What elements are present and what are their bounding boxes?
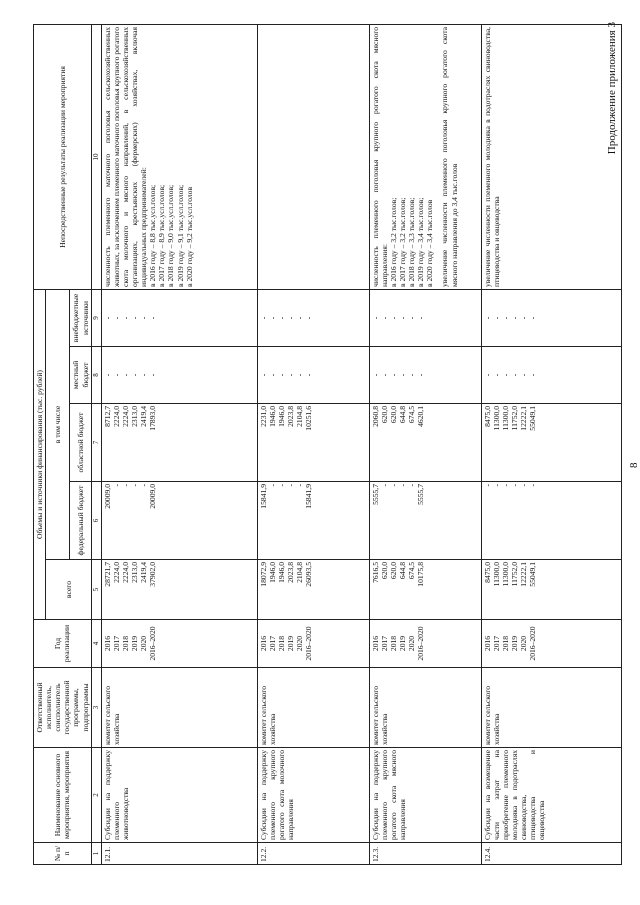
extrabudget-list-value: - xyxy=(491,316,501,320)
regional-list-value: 8712,7 xyxy=(102,406,112,427)
regional-list-value: 2023,8 xyxy=(285,406,295,427)
year-list-value: 2017 xyxy=(379,635,389,652)
year-list-value: 2020 xyxy=(295,635,305,652)
local-list-value: - xyxy=(304,373,314,377)
row-number: 12.4. xyxy=(481,843,621,865)
total-list-value: 7616,5 xyxy=(370,562,380,583)
federal-list-value: - xyxy=(528,484,538,487)
federal-list xyxy=(101,482,257,560)
column-number-row xyxy=(91,25,101,865)
local-list-value: - xyxy=(482,373,492,377)
extrabudget-list-value: - xyxy=(407,316,417,320)
col-number: 7 xyxy=(91,404,101,482)
regional-list-value: 1946,0 xyxy=(267,406,277,427)
local-list-value: - xyxy=(258,373,268,377)
local-list-value: - xyxy=(129,373,139,377)
extrabudget-list-value: - xyxy=(397,316,407,320)
total-list-value: 1946,0 xyxy=(267,562,277,583)
regional-list-value: 2231,0 xyxy=(258,406,268,427)
extrabudget-list-value: - xyxy=(370,316,380,320)
total-list-value: 11752,0 xyxy=(509,562,519,587)
total-list-value: 644,8 xyxy=(397,562,407,580)
header-total: всего xyxy=(46,560,92,620)
federal-list-value: 15841,9 xyxy=(304,484,314,509)
federal-list xyxy=(257,482,369,560)
responsible-executor: комитет сельского хозяйства xyxy=(369,668,481,748)
total-list xyxy=(369,560,481,620)
year-list-value: 2018 xyxy=(500,635,510,652)
header-num: № п/п xyxy=(34,843,92,865)
local-list-value: - xyxy=(416,373,426,377)
extrabudget-list xyxy=(369,290,481,347)
extrabudget-list-value: - xyxy=(148,316,158,320)
regional-list-value: 620,0 xyxy=(379,406,389,424)
header-loc: местный бюджет xyxy=(70,347,91,404)
regional-list-value: 2104,8 xyxy=(295,406,305,427)
year-list-value: 2018 xyxy=(276,635,286,652)
result-cell xyxy=(257,25,369,290)
measure-name: Субсидии на поддержку племенного крупного рогатого скота молочного направления xyxy=(257,748,369,843)
regional-list-value: 11752,0 xyxy=(509,406,519,431)
regional-list-value: 2224,0 xyxy=(120,406,130,427)
year-list-value: 2016–2020 xyxy=(304,626,314,661)
federal-list-value: 5555,7 xyxy=(416,484,426,505)
federal-list-value: - xyxy=(111,484,121,487)
extrabudget-list-value: - xyxy=(111,316,121,320)
regional-list-value: 55049,1 xyxy=(528,406,538,431)
year-list-value: 2019 xyxy=(285,635,295,652)
regional-list-value: 620,0 xyxy=(388,406,398,424)
federal-list-value: - xyxy=(509,484,519,487)
col-number: 3 xyxy=(91,668,101,748)
measure-name: Субсидии на возмещение части затрат на приобретение племенного молодняка в подотраслях свиноводства, птицеводства и овцеводства xyxy=(481,748,621,843)
year-list-value: 2018 xyxy=(388,635,398,652)
federal-list-value: 5555,7 xyxy=(370,484,380,505)
federal-list xyxy=(481,482,621,560)
total-list-value: 2104,8 xyxy=(295,562,305,583)
year-list-value: 2019 xyxy=(397,635,407,652)
year-list-value: 2020 xyxy=(519,635,529,652)
regional-list-value: 10251,6 xyxy=(304,406,314,431)
extrabudget-list-value: - xyxy=(258,316,268,320)
col-number: 1 xyxy=(91,843,101,865)
year-list-value: 2016–2020 xyxy=(416,626,426,661)
year-list-value: 2020 xyxy=(407,635,417,652)
local-list-value: - xyxy=(407,373,417,377)
regional-list xyxy=(369,404,481,482)
regional-list-value: 674,5 xyxy=(407,406,417,424)
local-list xyxy=(369,347,481,404)
extrabudget-list xyxy=(101,290,257,347)
col-number: 10 xyxy=(91,25,101,290)
measure-name: Субсидии на поддержку племенного крупного рогатого скота мясного направления xyxy=(369,748,481,843)
total-list-value: 2023,8 xyxy=(285,562,295,583)
header-result: Непосредственные результаты реализации мероприятия xyxy=(34,25,92,290)
year-list-value: 2019 xyxy=(509,635,519,652)
extrabudget-list-value: - xyxy=(482,316,492,320)
responsible-executor: комитет сельского хозяйства xyxy=(481,668,621,748)
extrabudget-list xyxy=(257,290,369,347)
result-list-item: в 2016 году – 3,2 тыс.голов; xyxy=(388,197,398,287)
year-list-value: 2016 xyxy=(482,635,492,652)
extrabudget-list-value: - xyxy=(102,316,112,320)
col-number: 8 xyxy=(91,347,101,404)
local-list-value: - xyxy=(379,373,389,377)
extrabudget-list-value: - xyxy=(379,316,389,320)
year-list-value: 2016–2020 xyxy=(528,626,538,661)
federal-list-value: - xyxy=(397,484,407,487)
local-list-value: - xyxy=(102,373,112,377)
federal-list-value: - xyxy=(295,484,305,487)
result-list-item: в 2020 году – 3,4 тыс.голов xyxy=(425,199,435,287)
year-list-value: 2016–2020 xyxy=(148,626,158,661)
federal-list-value: - xyxy=(120,484,130,487)
total-list-value: 10175,8 xyxy=(416,562,426,587)
result-list xyxy=(148,27,194,287)
federal-list-value: - xyxy=(500,484,510,487)
col-number: 4 xyxy=(91,620,101,668)
extrabudget-list-value: - xyxy=(129,316,139,320)
header-funding: Объемы и источники финансирования (тыс. рублей) xyxy=(34,290,46,620)
regional-list-value: 644,8 xyxy=(397,406,407,424)
local-list xyxy=(481,347,621,404)
col-number: 9 xyxy=(91,290,101,347)
total-list-value: 2224,0 xyxy=(111,562,121,583)
result-list-item: в 2019 году – 3,4 тыс.голов; xyxy=(416,197,426,287)
result-text: численность племенного поголовья крупного рогатого скота мясного направления: xyxy=(370,27,389,287)
federal-list-value: - xyxy=(388,484,398,487)
header-reg: областной бюджет xyxy=(70,404,91,482)
total-list-value: 620,0 xyxy=(388,562,398,580)
total-list-value: 28721,7 xyxy=(102,562,112,587)
total-list-value: 620,0 xyxy=(379,562,389,580)
local-list-value: - xyxy=(519,373,529,377)
regional-list-value: 2060,8 xyxy=(370,406,380,427)
regional-list xyxy=(257,404,369,482)
result-cell xyxy=(481,25,621,290)
measure-name: Субсидии на поддержку племенного животноводства xyxy=(101,748,257,843)
extrabudget-list-value: - xyxy=(276,316,286,320)
extrabudget-list-value: - xyxy=(519,316,529,320)
local-list-value: - xyxy=(509,373,519,377)
local-list-value: - xyxy=(111,373,121,377)
result-text: численность племенного маточного поголовья сельскохозяйственных животных, за исключением племенного маточного поголовья крупного рогатого скота молочного и мясного направлений, в сельскохозяйственных организациях, крестьянских (фермерских) хозяйствах, включая индивидуальных предпринимателей: xyxy=(102,27,149,287)
extrabudget-list-value: - xyxy=(267,316,277,320)
result-list xyxy=(389,27,435,287)
result-text-summary: увеличение численности племенного поголовья крупного рогатого скота мясного направления до 3,4 тыс.голов xyxy=(440,27,459,287)
result-text: увеличение численности племенного молодняка в подотраслях свиноводства, птицеводства и овцеводства xyxy=(482,27,501,287)
extrabudget-list-value: - xyxy=(388,316,398,320)
regional-list-value: 2313,0 xyxy=(129,406,139,427)
extrabudget-list-value: - xyxy=(416,316,426,320)
extrabudget-list-value: - xyxy=(528,316,538,320)
regional-list xyxy=(481,404,621,482)
regional-list-value: 4620,1 xyxy=(416,406,426,427)
regional-list-value: 11300,0 xyxy=(491,406,501,431)
local-list-value: - xyxy=(370,373,380,377)
federal-list-value: - xyxy=(407,484,417,487)
local-list-value: - xyxy=(528,373,538,377)
extrabudget-list-value: - xyxy=(285,316,295,320)
row-number: 12.1. xyxy=(101,843,257,865)
federal-list-value: - xyxy=(491,484,501,487)
total-list-value: 674,5 xyxy=(407,562,417,580)
responsible-executor: комитет сельского хозяйства xyxy=(257,668,369,748)
regional-list-value: 11300,0 xyxy=(500,406,510,431)
header-incl: в том числе xyxy=(46,290,70,560)
local-list xyxy=(257,347,369,404)
federal-list-value: 20009,0 xyxy=(148,484,158,509)
result-cell xyxy=(369,25,481,290)
total-list-value: 11300,0 xyxy=(500,562,510,587)
total-list xyxy=(481,560,621,620)
table-row xyxy=(369,25,481,865)
regional-list xyxy=(101,404,257,482)
federal-list-value: - xyxy=(519,484,529,487)
year-list-value: 2016 xyxy=(370,635,380,652)
header-ext: внебюджетные источники xyxy=(70,290,91,347)
local-list-value: - xyxy=(276,373,286,377)
page-number: 8 xyxy=(628,462,640,468)
total-list-value: 55049,1 xyxy=(528,562,538,587)
result-list-item: в 2019 году – 9,1 тыс.усл.голов; xyxy=(175,184,185,287)
year-list-value: 2017 xyxy=(491,635,501,652)
extrabudget-list xyxy=(481,290,621,347)
federal-list-value: - xyxy=(139,484,149,487)
local-list-value: - xyxy=(139,373,149,377)
regional-list-value: 12222,1 xyxy=(519,406,529,431)
year-list xyxy=(101,620,257,668)
total-list-value: 2419,4 xyxy=(139,562,149,583)
local-list-value: - xyxy=(120,373,130,377)
federal-list xyxy=(369,482,481,560)
local-list-value: - xyxy=(148,373,158,377)
total-list-value: 2224,0 xyxy=(120,562,130,583)
total-list xyxy=(101,560,257,620)
local-list-value: - xyxy=(500,373,510,377)
regional-list-value: 8475,0 xyxy=(482,406,492,427)
local-list-value: - xyxy=(267,373,277,377)
local-list xyxy=(101,347,257,404)
responsible-executor: комитет сельского хозяйства xyxy=(101,668,257,748)
local-list-value: - xyxy=(397,373,407,377)
header-year: Год реализации xyxy=(34,620,92,668)
local-list-value: - xyxy=(285,373,295,377)
regional-list-value: 2224,0 xyxy=(111,406,121,427)
federal-list-value: - xyxy=(267,484,277,487)
year-list-value: 2020 xyxy=(139,635,149,652)
federal-list-value: - xyxy=(276,484,286,487)
funding-table xyxy=(33,24,622,865)
federal-list-value: - xyxy=(285,484,295,487)
header-fed: федеральный бюджет xyxy=(70,482,91,560)
header-resp: Ответственный исполнитель, соисполнитель государственной программы, подпрограммы xyxy=(34,668,92,748)
federal-list-value: - xyxy=(482,484,492,487)
year-list-value: 2017 xyxy=(267,635,277,652)
year-list-value: 2019 xyxy=(129,635,139,652)
local-list-value: - xyxy=(388,373,398,377)
regional-list-value: 1946,0 xyxy=(276,406,286,427)
federal-list-value: - xyxy=(379,484,389,487)
total-list-value: 18072,9 xyxy=(258,562,268,587)
result-list-item: в 2017 году – 8,9 тыс.усл.голов; xyxy=(157,184,167,287)
continuation-label: Продолжение приложения 3 xyxy=(606,22,618,155)
extrabudget-list-value: - xyxy=(120,316,130,320)
regional-list-value: 2419,4 xyxy=(139,406,149,427)
extrabudget-list-value: - xyxy=(139,316,149,320)
extrabudget-list-value: - xyxy=(500,316,510,320)
year-list-value: 2016 xyxy=(102,635,112,652)
row-number: 12.2. xyxy=(257,843,369,865)
regional-list-value: 17893,0 xyxy=(148,406,158,431)
table-row xyxy=(101,25,257,865)
local-list-value: - xyxy=(295,373,305,377)
header-name: Наименование основного мероприятия, мероприятия xyxy=(34,748,92,843)
result-list-item: в 2018 году – 3,3 тыс.голов; xyxy=(407,197,417,287)
result-list-item: в 2020 году – 9,2 тыс.усл.голов xyxy=(184,186,194,287)
year-list xyxy=(257,620,369,668)
federal-list-value: - xyxy=(129,484,139,487)
table-row xyxy=(257,25,369,865)
extrabudget-list-value: - xyxy=(304,316,314,320)
total-list-value: 12222,1 xyxy=(519,562,529,587)
federal-list-value: 20009,0 xyxy=(102,484,112,509)
total-list-value: 11300,0 xyxy=(491,562,501,587)
col-number: 5 xyxy=(91,560,101,620)
total-list-value: 37902,0 xyxy=(148,562,158,587)
extrabudget-list-value: - xyxy=(295,316,305,320)
year-list xyxy=(369,620,481,668)
result-list-item: в 2017 году – 3,2 тыс.голов; xyxy=(397,197,407,287)
federal-list-value: 15841,9 xyxy=(258,484,268,509)
year-list-value: 2016 xyxy=(258,635,268,652)
table-row xyxy=(481,25,621,865)
local-list-value: - xyxy=(491,373,501,377)
total-list-value: 1946,0 xyxy=(276,562,286,583)
col-number: 6 xyxy=(91,482,101,560)
result-list-item: в 2016 году – 8,8 тыс.усл.голов; xyxy=(148,184,158,287)
year-list xyxy=(481,620,621,668)
total-list-value: 26093,5 xyxy=(304,562,314,587)
year-list-value: 2018 xyxy=(120,635,130,652)
result-list-item: в 2018 году – 9,0 тыс.усл.голов; xyxy=(166,184,176,287)
total-list-value: 8475,0 xyxy=(482,562,492,583)
extrabudget-list-value: - xyxy=(509,316,519,320)
result-cell xyxy=(101,25,257,290)
year-list-value: 2017 xyxy=(111,635,121,652)
total-list xyxy=(257,560,369,620)
total-list-value: 2313,0 xyxy=(129,562,139,583)
row-number: 12.3. xyxy=(369,843,481,865)
col-number: 2 xyxy=(91,748,101,843)
